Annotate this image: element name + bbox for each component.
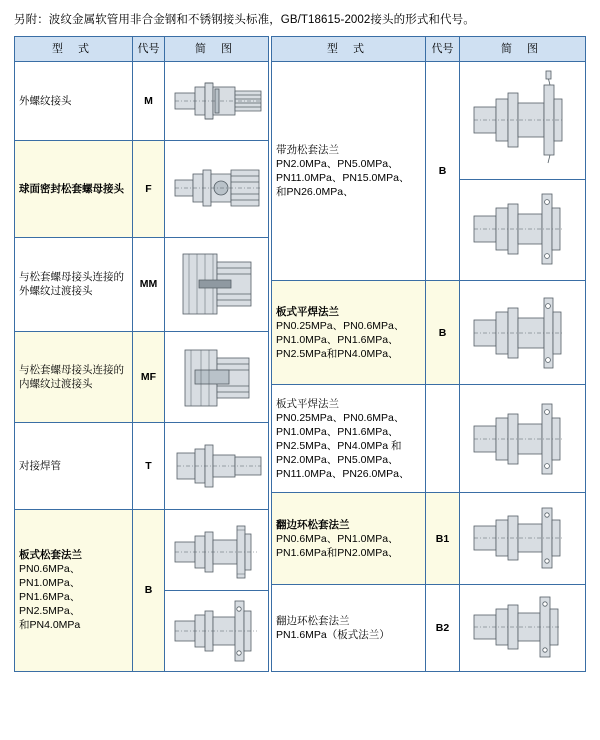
plate-slip-on-welding-flange-drawing (464, 284, 584, 382)
row-type-label (272, 585, 426, 672)
row-type-label: 与松套螺母接头连接的外螺纹过渡接头 (15, 238, 133, 331)
header-code: 代号 (426, 37, 460, 62)
table-row (272, 585, 586, 672)
row-code: M (133, 62, 165, 141)
butt-weld-pipe-drawing (169, 427, 269, 505)
left-spec-table (14, 36, 269, 672)
row-type-label (272, 62, 426, 281)
table-row (15, 331, 269, 422)
header-code: 代号 (133, 37, 165, 62)
row-type-detail-1: PN0.6MPa、PN1.0MPa、 (276, 532, 399, 545)
row-code: MM (133, 238, 165, 331)
table-row (15, 509, 269, 671)
row-type-detail-3: PN2.5MPa和PN4.0MPa、 (276, 347, 399, 360)
external-thread-adapter-drawing (169, 242, 269, 326)
table-row (272, 493, 586, 585)
row-code: MF (133, 331, 165, 422)
male-thread-fitting-drawing (169, 65, 269, 137)
ribbed-lap-joint-flange-drawing (464, 65, 584, 177)
table-row (15, 422, 269, 509)
plate-lap-joint-flange-figures (165, 509, 269, 671)
row-code: T (133, 422, 165, 509)
row-type-label: 与松套螺母接头连接的内螺纹过渡接头 (15, 331, 133, 422)
plate-slip-on-welding-flange-drawing-2 (464, 388, 584, 490)
row-type-detail-3: PN2.5MPa、PN4.0MPa 和 (276, 439, 402, 452)
flared-ring-lap-joint-flange-drawing (464, 496, 584, 582)
spherical-seal-union-nut-drawing (169, 146, 269, 232)
tables-container (0, 36, 600, 672)
male-thread-fitting-figure (165, 62, 269, 141)
row-type-detail-1: PN2.0MPa、PN5.0MPa、 (276, 158, 399, 170)
row-type-title: 带劲松套法兰 (276, 144, 339, 156)
row-code: B (133, 509, 165, 671)
row-type-title: 板式平焊法兰 (276, 305, 339, 318)
table-header-row (272, 37, 586, 62)
internal-thread-adapter-figure (165, 331, 269, 422)
table-row (272, 385, 586, 493)
right-spec-table (271, 36, 586, 672)
row-code: B (426, 62, 460, 281)
row-type-detail-3: 和PN4.0MPa (19, 619, 81, 632)
table-row (15, 238, 269, 331)
row-type-detail-2: PN1.6MPa和PN2.0MPa、 (276, 546, 399, 559)
row-type-detail-2: PN1.0MPa、PN1.6MPa、 (276, 425, 399, 438)
row-type-detail-5: PN11.0MPa、PN26.0MPa、 (276, 467, 410, 480)
table-row (272, 62, 586, 180)
header-figure: 简 图 (460, 37, 586, 62)
row-type-label (272, 493, 426, 585)
row-code: B (426, 281, 460, 385)
row-type-detail-4: PN2.0MPa、PN5.0MPa、 (276, 453, 399, 466)
spherical-seal-union-nut-fitting-figure (165, 141, 269, 238)
row-type-title: 板式平焊法兰 (276, 397, 339, 410)
plate-lap-joint-flange-figure-2 (165, 591, 268, 669)
table-row (272, 281, 586, 385)
ribbed-lap-joint-flange-figure (460, 62, 586, 180)
row-type-label: 球面密封松套螺母接头 (15, 141, 133, 238)
row-type-detail-2: PN1.6MPa、PN2.5MPa、 (19, 591, 81, 618)
row-type-detail-1: PN1.6MPa（板式法兰） (276, 629, 390, 641)
plate-lap-joint-flange-figure (165, 512, 268, 591)
header-type: 型 式 (272, 37, 426, 62)
plate-lap-joint-flange-drawing (167, 512, 267, 590)
header-figure: 简 图 (165, 37, 269, 62)
row-type-detail-1: PN0.6MPa、PN1.0MPa、 (19, 563, 81, 590)
table-row (15, 141, 269, 238)
row-code (426, 385, 460, 493)
row-type-title: 翻边环松套法兰 (276, 615, 350, 627)
row-type-detail-2: PN1.0MPa、PN1.6MPa、 (276, 333, 399, 346)
row-code: B2 (426, 585, 460, 672)
ribbed-lap-joint-flange-figure-2 (460, 180, 586, 281)
page-title: 另附：波纹金属软管用非合金钢和不锈钢接头标准，GB/T18615-2002接头的形式和代号。 (14, 14, 475, 26)
row-type-detail-3: 和PN26.0MPa、 (276, 186, 354, 198)
internal-thread-adapter-drawing (169, 336, 269, 418)
row-type-label: 对接焊管 (15, 422, 133, 509)
row-type-label (15, 509, 133, 671)
table-row (15, 62, 269, 141)
plate-slip-on-welding-flange-figure (460, 281, 586, 385)
ribbed-lap-joint-flange-drawing-2 (464, 182, 584, 278)
row-type-detail-2: PN11.0MPa、PN15.0MPa、 (276, 172, 410, 184)
flared-ring-lap-joint-flange-drawing-2 (464, 587, 584, 669)
header-type: 型 式 (15, 37, 133, 62)
row-type-label (272, 281, 426, 385)
flared-ring-lap-joint-flange-figure-2 (460, 585, 586, 672)
row-code: B1 (426, 493, 460, 585)
row-type-detail-1: PN0.25MPa、PN0.6MPa、 (276, 411, 405, 424)
external-thread-adapter-figure (165, 238, 269, 331)
row-type-label (272, 385, 426, 493)
plate-slip-on-welding-flange-figure-2 (460, 385, 586, 493)
row-type-label: 外螺纹接头 (15, 62, 133, 141)
row-type-title: 翻边环松套法兰 (276, 518, 350, 531)
row-type-title: 板式松套法兰 (19, 549, 82, 562)
flared-ring-lap-joint-flange-figure (460, 493, 586, 585)
row-code: F (133, 141, 165, 238)
plate-lap-joint-flange-drawing-2 (167, 591, 267, 669)
butt-weld-pipe-figure (165, 422, 269, 509)
row-type-detail-1: PN0.25MPa、PN0.6MPa、 (276, 319, 405, 332)
table-header-row (15, 37, 269, 62)
